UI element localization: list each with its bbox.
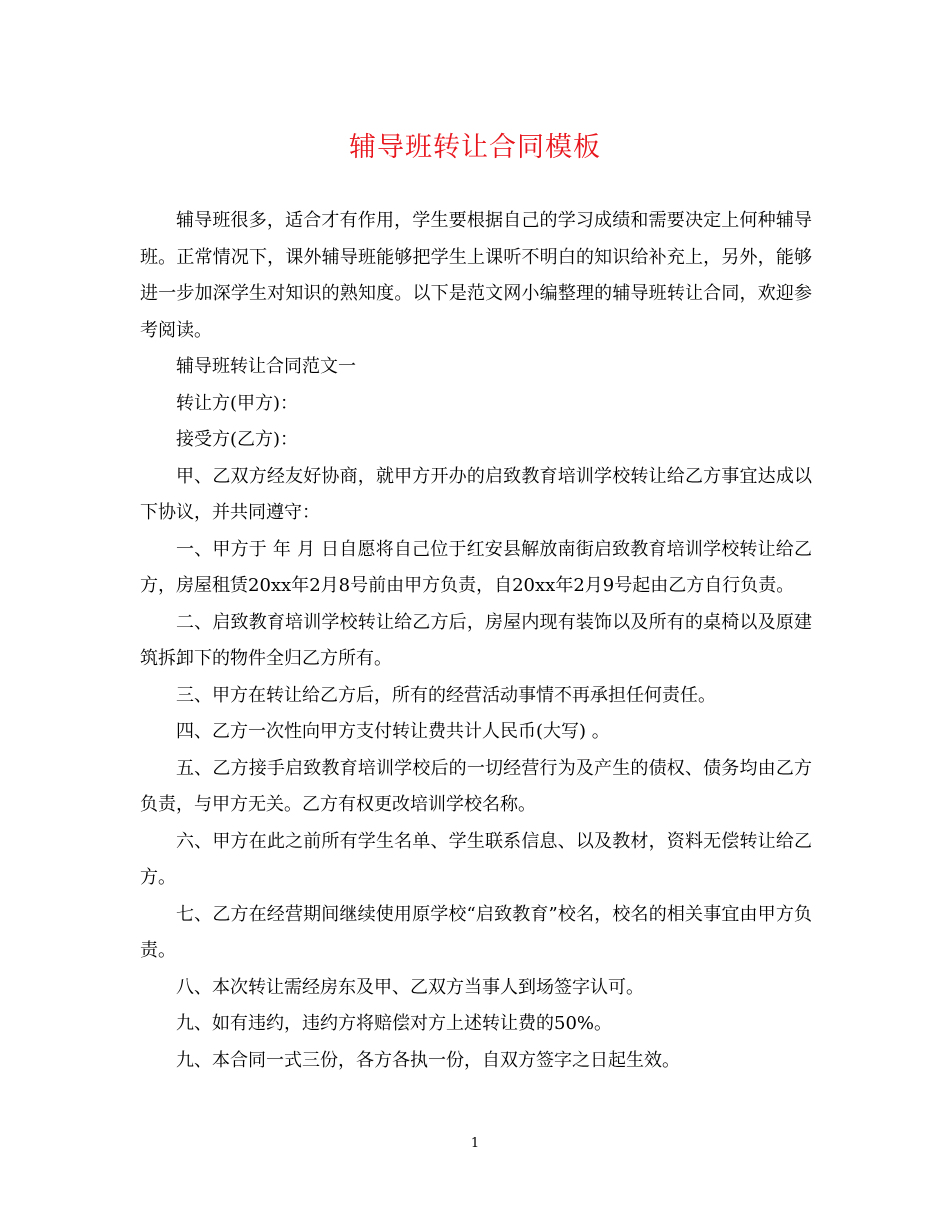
clause-3: 三、甲方在转让给乙方后，所有的经营活动事情不再承担任何责任。 (176, 684, 716, 706)
clause-1: 一、甲方于 年 月 日自愿将自己位于红安县解放南街启致教育培训学校转让给乙方，房屋租赁20xx年2月8号前由甲方负责，自20xx年2月9号起由乙方自行负责。 (140, 538, 812, 596)
clause-2: 二、启致教育培训学校转让给乙方后，房屋内现有装饰以及所有的桌椅以及原建筑拆卸下的物件全归乙方所有。 (140, 611, 812, 669)
section-heading: 辅导班转让合同范文一 (176, 356, 356, 377)
document-title: 辅导班转让合同模板 (349, 132, 601, 163)
document-body (140, 203, 812, 1079)
transferor-field: 转让方(甲方)： (176, 392, 299, 414)
clause-7: 七、乙方在经营期间继续使用原学校“启致教育”校名，校名的相关事宜由甲方负责。 (140, 903, 812, 961)
agreement-preamble: 甲、乙双方经友好协商，就甲方开办的启致教育培训学校转让给乙方事宜达成以下协议，并共同遵守： (140, 465, 812, 523)
clause-6: 六、甲方在此之前所有学生名单、学生联系信息、以及教材，资料无偿转让给乙方。 (140, 830, 812, 888)
clause-10: 九、本合同一式三份，各方各执一份，自双方签字之日起生效。 (176, 1049, 680, 1071)
intro-paragraph: 辅导班很多，适合才有作用，学生要根据自己的学习成绩和需要决定上何种辅导班。正常情况下，课外辅导班能够把学生上课听不明白的知识给补充上，另外，能够进一步加深学生对知识的熟知度。以下是范文网小编整理的辅导班转让合同，欢迎参考阅读。 (140, 210, 812, 341)
page-number: 1 (470, 1136, 480, 1151)
transferee-field: 接受方(乙方)： (176, 429, 299, 450)
clause-8: 八、本次转让需经房东及甲、乙双方当事人到场签字认可。 (176, 976, 644, 998)
clause-9: 九、如有违约，违约方将赔偿对方上述转让费的50%。 (176, 1013, 613, 1034)
clause-5: 五、乙方接手启致教育培训学校后的一切经营行为及产生的债权、债务均由乙方负责，与甲方无关。乙方有权更改培训学校名称。 (140, 757, 812, 815)
clause-4: 四、乙方一次性向甲方支付转让费共计人民币(大写) 。 (176, 721, 610, 742)
